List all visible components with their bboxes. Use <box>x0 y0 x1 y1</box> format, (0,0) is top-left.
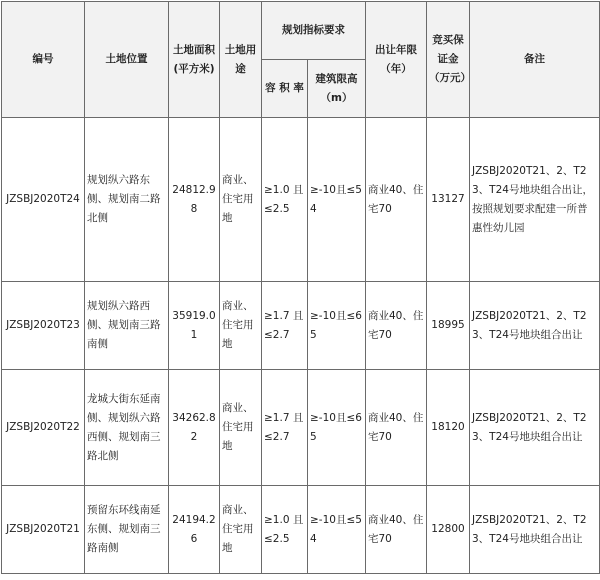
cell-remark: JZSBJ2020T21、2、T23、T24号地块组合出让 <box>470 486 600 574</box>
cell-code: JZSBJ2020T23 <box>2 282 85 370</box>
header-height: 建筑限高（m） <box>308 60 366 118</box>
cell-code: JZSBJ2020T21 <box>2 486 85 574</box>
cell-area: 24194.26 <box>169 486 220 574</box>
cell-remark: JZSBJ2020T21、2、T23、T24号地块组合出让 <box>470 370 600 486</box>
cell-far: ≥1.0 且≤2.5 <box>262 486 308 574</box>
cell-area: 34262.82 <box>169 370 220 486</box>
cell-height: ≥-10且≤65 <box>308 370 366 486</box>
cell-deposit: 18120 <box>427 370 470 486</box>
cell-code: JZSBJ2020T24 <box>2 118 85 282</box>
cell-far: ≥1.0 且≤2.5 <box>262 118 308 282</box>
cell-far: ≥1.7 且≤2.7 <box>262 282 308 370</box>
header-remark: 备注 <box>470 2 600 118</box>
cell-location: 规划纵六路东侧、规划南二路北侧 <box>85 118 169 282</box>
header-far: 容 积 率 <box>262 60 308 118</box>
cell-term: 商业40、住宅70 <box>366 282 427 370</box>
cell-deposit: 18995 <box>427 282 470 370</box>
cell-remark: JZSBJ2020T21、2、T23、T24号地块组合出让，按照规划要求配建一所普惠性幼儿园 <box>470 118 600 282</box>
header-area: 土地面积(平方米) <box>169 2 220 118</box>
cell-height: ≥-10且≤54 <box>308 486 366 574</box>
header-deposit: 竞买保证金（万元） <box>427 2 470 118</box>
cell-area: 24812.98 <box>169 118 220 282</box>
header-location: 土地位置 <box>85 2 169 118</box>
cell-term: 商业40、住宅70 <box>366 486 427 574</box>
cell-height: ≥-10且≤65 <box>308 282 366 370</box>
header-use: 土地用途 <box>220 2 262 118</box>
header-planning: 规划指标要求 <box>262 2 366 60</box>
cell-use: 商业、住宅用地 <box>220 370 262 486</box>
header-row <box>2 2 600 60</box>
land-auction-table <box>1 1 600 574</box>
table-row <box>2 282 600 370</box>
cell-location: 预留东环线南延东侧、规划南三路南侧 <box>85 486 169 574</box>
header-code: 编号 <box>2 2 85 118</box>
cell-code: JZSBJ2020T22 <box>2 370 85 486</box>
table-row <box>2 118 600 282</box>
cell-height: ≥-10且≤54 <box>308 118 366 282</box>
cell-deposit: 13127 <box>427 118 470 282</box>
cell-location: 规划纵六路西侧、规划南三路南侧 <box>85 282 169 370</box>
cell-use: 商业、住宅用地 <box>220 282 262 370</box>
table-row <box>2 486 600 574</box>
cell-location: 龙城大街东延南侧、规划纵六路西侧、规划南三路北侧 <box>85 370 169 486</box>
cell-term: 商业40、住宅70 <box>366 118 427 282</box>
cell-remark: JZSBJ2020T21、2、T23、T24号地块组合出让 <box>470 282 600 370</box>
table-row <box>2 370 600 486</box>
cell-deposit: 12800 <box>427 486 470 574</box>
cell-far: ≥1.7 且≤2.7 <box>262 370 308 486</box>
cell-use: 商业、住宅用地 <box>220 118 262 282</box>
header-term: 出让年限（年） <box>366 2 427 118</box>
cell-use: 商业、住宅用地 <box>220 486 262 574</box>
cell-area: 35919.01 <box>169 282 220 370</box>
cell-term: 商业40、住宅70 <box>366 370 427 486</box>
